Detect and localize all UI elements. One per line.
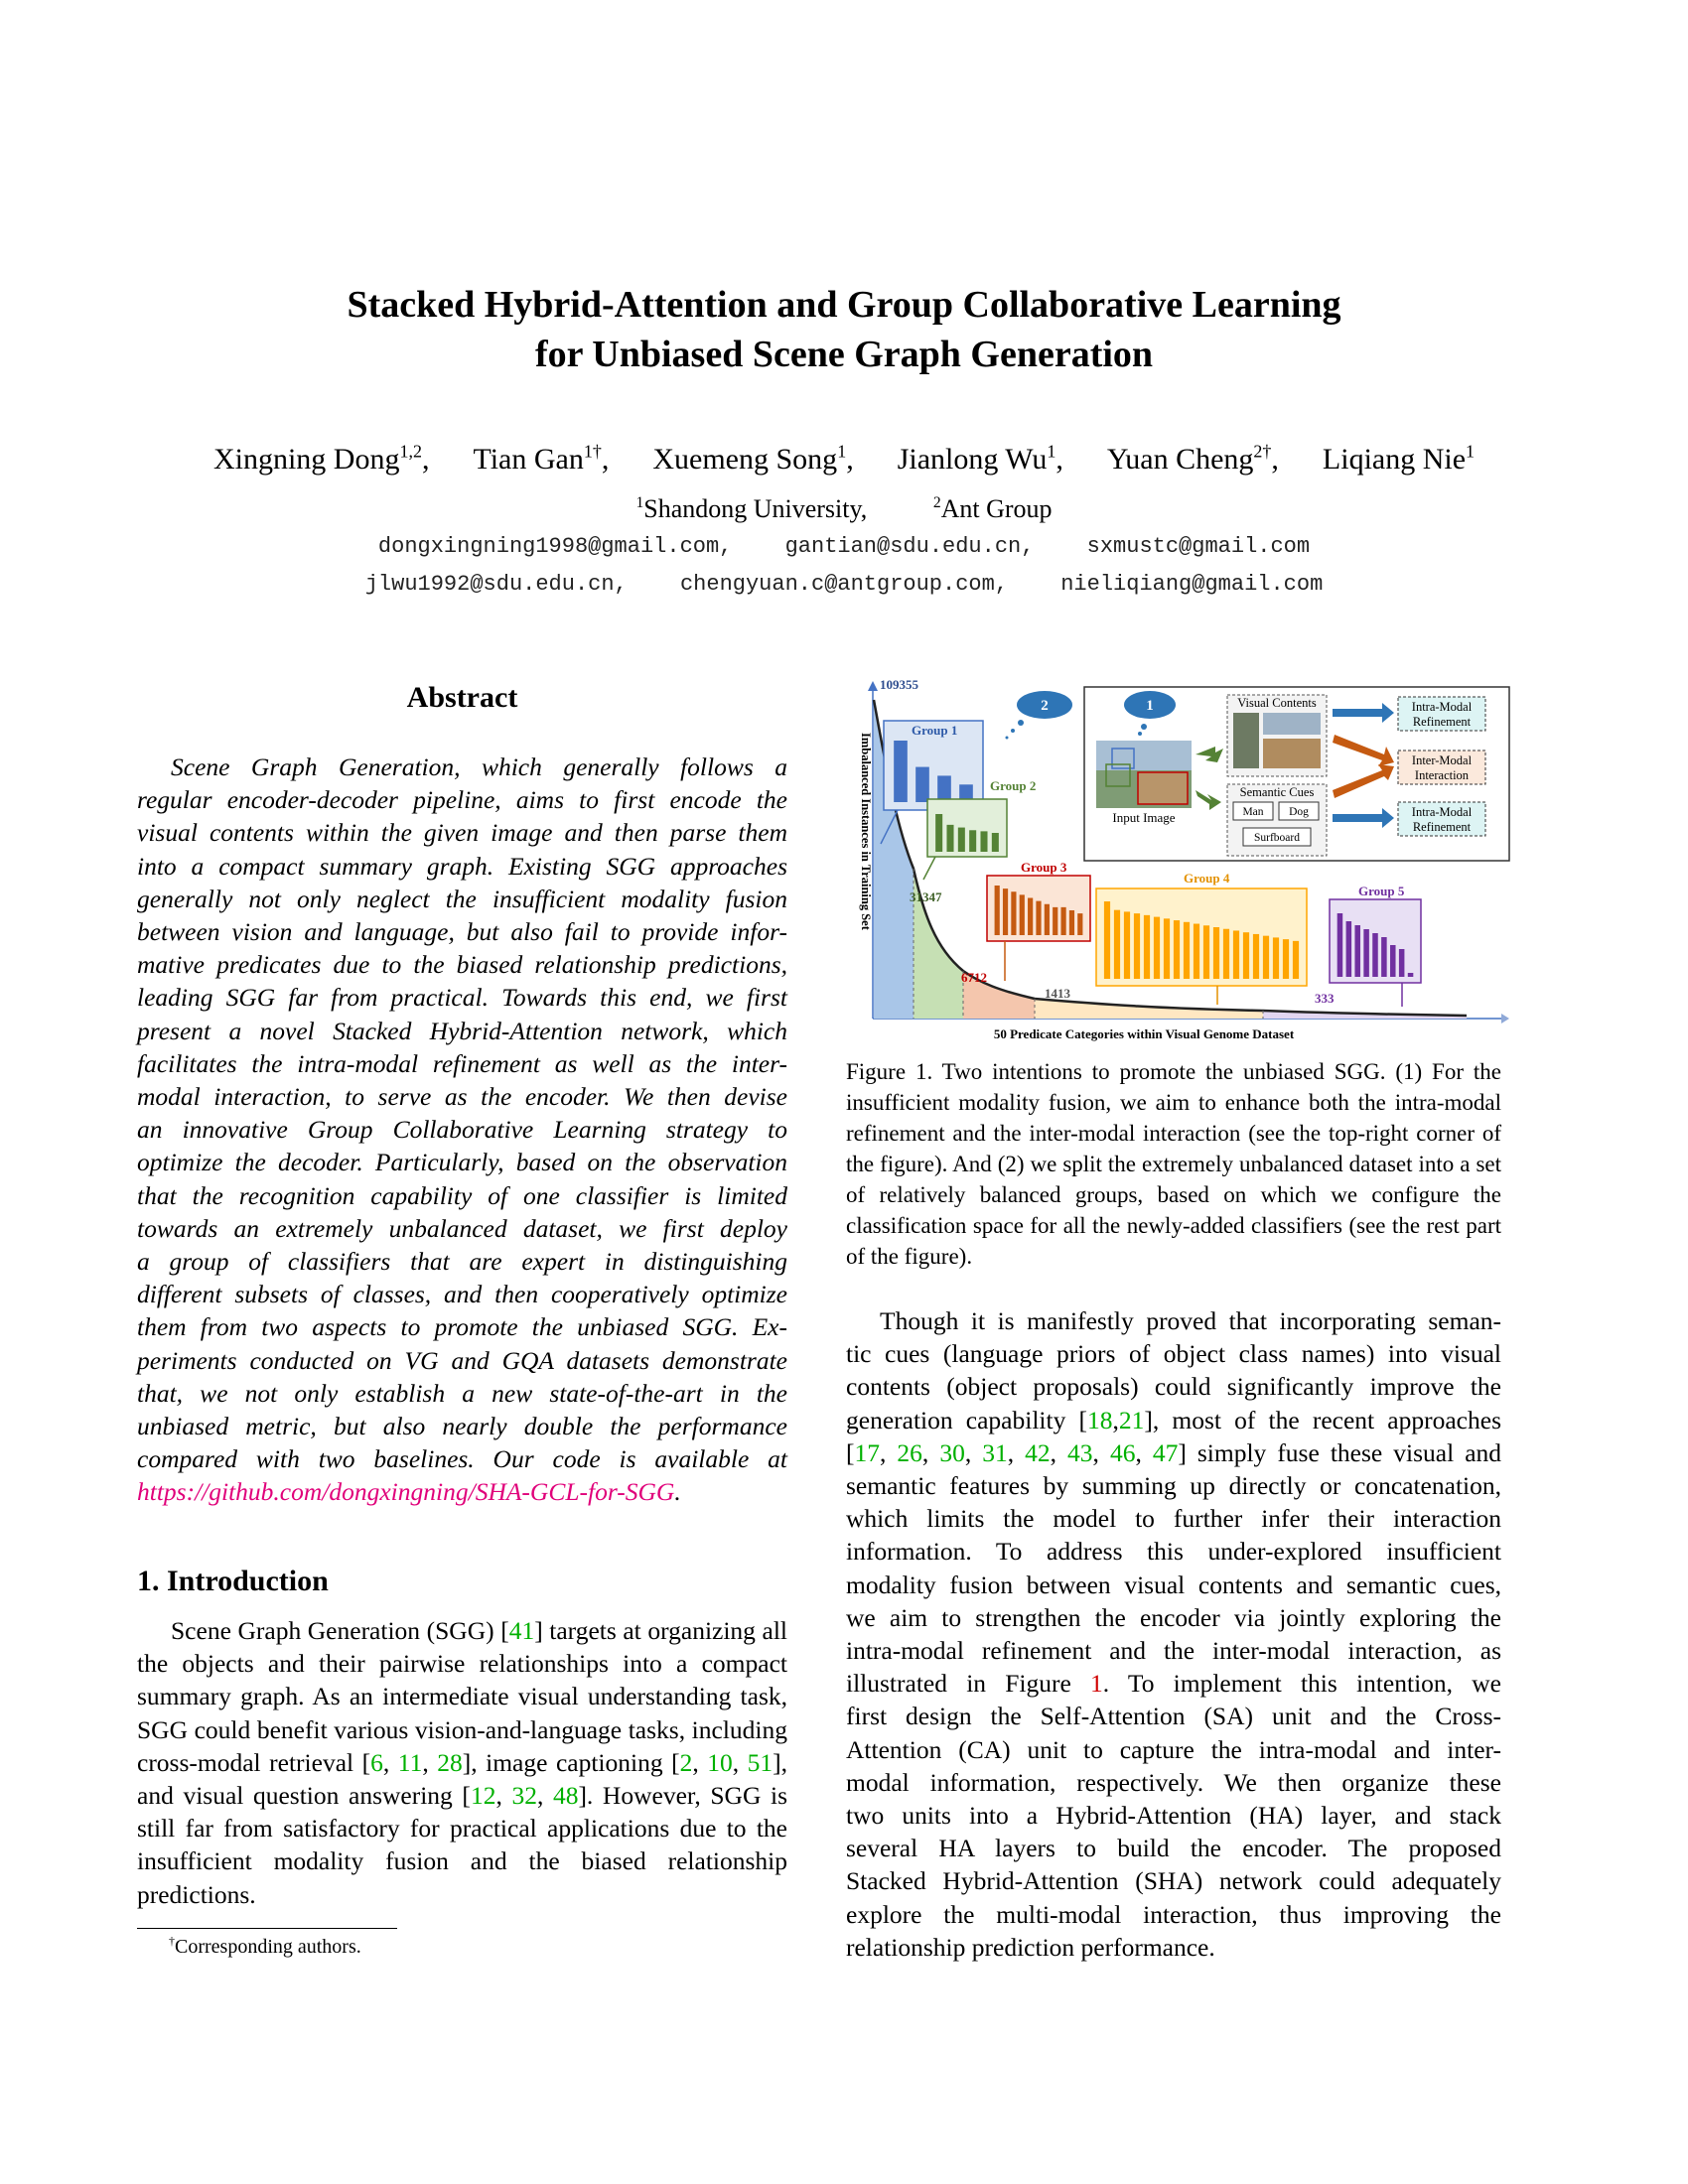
bar: [969, 830, 976, 852]
emails-line-1: [0, 534, 1688, 559]
bar: [1020, 894, 1025, 935]
paragraph-line: we aim to strengthen the encoder via jointly exploring the: [846, 1602, 1501, 1632]
abstract-body: [137, 751, 787, 1509]
citation-link[interactable]: 30: [939, 1437, 965, 1467]
citation-link[interactable]: 31: [982, 1437, 1008, 1467]
bar: [1174, 920, 1180, 979]
crop-person: [1233, 713, 1259, 768]
paragraph-line: tic cues (language priors of object class names) into visual: [846, 1339, 1501, 1369]
email[interactable]: sxmustc@gmail.com: [1086, 534, 1311, 559]
output-label: Interaction: [1414, 768, 1470, 782]
abstract-line: generally not only neglect the insufficient modality fusion: [137, 884, 787, 913]
abstract-line: compared with two baselines. Our code is available at: [137, 1444, 787, 1474]
citation-link[interactable]: 46: [1109, 1437, 1136, 1467]
abstract-heading: Abstract: [406, 681, 518, 714]
bar: [1354, 925, 1360, 977]
intro-heading: 1. Introduction: [137, 1565, 329, 1597]
abstract-line: different subsets of classes, and then cooperatively optimize: [137, 1280, 787, 1309]
paragraph-line: illustrated in Figure 1. To implement this intention, we: [846, 1669, 1501, 1699]
paragraph-line: contents (object proposals) could significantly improve the: [846, 1372, 1501, 1402]
visual-contents-label: Visual Contents: [1237, 696, 1317, 710]
abstract-line: present a novel Stacked Hybrid-Attention network, which: [137, 1016, 787, 1045]
footnote: †Corresponding authors.: [169, 1934, 361, 1958]
output-label: Refinement: [1412, 715, 1472, 729]
bar: [1184, 922, 1190, 979]
abstract-last-line: https://github.com/dongxingning/SHA-GCL-for-SGG.: [137, 1477, 681, 1507]
abstract-line: them from two aspects to promote the unbiased SGG. Ex-: [137, 1312, 787, 1342]
emails-line-2: [0, 572, 1688, 597]
bar: [946, 825, 953, 852]
bar: [958, 828, 965, 852]
boundary-label: 6712: [961, 970, 987, 985]
abstract-line: leading SGG far from practical. Towards this end, we first: [137, 983, 787, 1013]
bar: [1233, 930, 1239, 979]
citation-link[interactable]: 47: [1152, 1437, 1179, 1467]
input-image-label: Input Image: [1112, 810, 1176, 825]
bar: [1263, 936, 1269, 979]
bar: [937, 775, 951, 802]
citation-link[interactable]: 11: [397, 1747, 423, 1777]
bar: [1203, 925, 1209, 979]
bar: [1154, 917, 1160, 979]
boundary-label: 333: [1315, 991, 1335, 1006]
citation-link[interactable]: 32: [511, 1781, 537, 1811]
bar: [980, 831, 987, 852]
bar: [1134, 913, 1140, 979]
bar: [1381, 937, 1387, 977]
bar: [1337, 913, 1343, 977]
citation-link[interactable]: 28: [437, 1747, 463, 1777]
paragraph-line: semantic features by summing up directly or concatenation,: [846, 1471, 1501, 1501]
word-label: Man: [1242, 806, 1264, 818]
bar: [1293, 941, 1299, 979]
citation-link[interactable]: 42: [1025, 1437, 1051, 1467]
bar: [1104, 901, 1110, 979]
boundary-label: 1413: [1045, 986, 1070, 1001]
bar: [1053, 907, 1057, 935]
figure-xlabel: 50 Predicate Categories within Visual Genome Dataset: [993, 1026, 1295, 1041]
citation-link[interactable]: 26: [897, 1437, 922, 1467]
abstract-line: that the recognition capability of one classifier is limited: [137, 1180, 787, 1210]
author: Xuemeng Song$^1$,: [652, 441, 854, 476]
bar: [1124, 911, 1130, 979]
bubble-number: 2: [1041, 698, 1049, 714]
crop-dog: [1263, 739, 1321, 768]
bubble-dot: [1006, 737, 1009, 740]
group-label: Group 5: [1358, 884, 1405, 898]
figure-caption: Figure 1. Two intentions to promote the unbiased SGG. (1) For the insufficient modality fusion, we aim to enhance both the intra-modal refinement and the inter-modal interaction (see the top-right corner of the figure). And (2) we split the extremely unbalanced dataset into a set of relatively balanced groups, based on which we configure the classification space for all the newly-added classifiers (see the rest part of the figure).: [846, 1059, 1501, 1269]
email[interactable]: nieliqiang@gmail.com: [1060, 572, 1324, 597]
abstract-line: visual contents within the given image and then parse them: [137, 818, 787, 848]
paper-title: [0, 280, 1688, 379]
bar: [1164, 918, 1170, 979]
code-link[interactable]: https://github.com/dongxingning/SHA-GCL-for-SGG: [137, 1477, 675, 1507]
abstract-line: an innovative Group Collaborative Learning strategy to: [137, 1115, 787, 1145]
footnote-rule: [137, 1928, 397, 1929]
paragraph-line: [17, 26, 30, 31, 42, 43, 46, 47] simply fuse these visual and: [846, 1437, 1502, 1467]
citation-link[interactable]: 43: [1067, 1437, 1093, 1467]
intro-paragraph: Scene Graph Generation (SGG) [41] targets at organizing all the objects and their pairwise relationships into a compact summary graph. As an intermediate visual understanding task, SGG could benefit various vision-and-language tasks, including cross-modal retrieval [6, 11, 28], image captioning [2, 10, 51], and visual question answering [12, 32, 48]. However, SGG is still far from satisfactory for practical applications due to the insufficient modality fusion and the biased relationship predictions.: [137, 1616, 788, 1909]
group-label: Group 2: [990, 778, 1037, 793]
abstract-line: optimize the decoder. Particularly, based on the observation: [137, 1148, 787, 1177]
bar: [995, 886, 1000, 935]
title-line-1: Stacked Hybrid-Attention and Group Collaborative Learning: [347, 284, 1341, 326]
bar: [1213, 927, 1219, 979]
bar: [1069, 910, 1074, 935]
author: Liqiang Nie$^1$: [1322, 441, 1476, 476]
bubble-dot: [1138, 732, 1142, 736]
bar: [915, 767, 929, 802]
x-axis-arrow-icon: [1501, 1014, 1509, 1024]
bar: [1194, 924, 1199, 979]
author: Yuan Cheng$^{2\dagger}$,: [1106, 441, 1279, 476]
bar: [935, 814, 942, 852]
paragraph-line: Attention (CA) unit to capture the intra-modal and inter-: [846, 1734, 1501, 1764]
abstract-line: unbiased metric, but also nearly double the performance: [137, 1412, 787, 1441]
output-label: Refinement: [1412, 820, 1472, 834]
group-label: Group 4: [1184, 871, 1230, 886]
paragraph-line: relationship prediction performance.: [846, 1932, 1215, 1962]
paragraph-line: modality fusion between visual contents and semantic cues,: [846, 1570, 1501, 1599]
paragraph-line: information. To address this under-explored insufficient: [846, 1537, 1501, 1567]
bar: [1223, 929, 1229, 979]
citation-link[interactable]: 18: [1086, 1405, 1113, 1434]
citation-link[interactable]: 41: [508, 1616, 535, 1645]
bar: [1243, 932, 1249, 979]
citation-link[interactable]: 48: [552, 1781, 579, 1811]
bar: [1060, 907, 1065, 935]
affiliation-2: $^2$Ant Group: [932, 493, 1053, 523]
citation-link[interactable]: 12: [470, 1781, 496, 1811]
bar: [1408, 973, 1414, 977]
abstract-line: mative predicates due to the biased relationship predictions,: [137, 950, 787, 980]
paragraph-line: Stacked Hybrid-Attention (SHA) network could adequately: [846, 1866, 1501, 1896]
citation-link[interactable]: 6: [370, 1747, 383, 1777]
y-axis-arrow-icon: [868, 681, 878, 691]
bar: [1399, 949, 1405, 977]
abstract-line: modal interaction, to serve as the encoder. We then devise: [137, 1082, 787, 1112]
word-label: Surfboard: [1254, 832, 1300, 844]
abstract-line: regular encoder-decoder pipeline, aims to first encode the: [137, 785, 787, 815]
paragraph-line: Though it is manifestly proved that incorporating seman-: [880, 1306, 1501, 1335]
paragraph-line: which limits the model to further infer their interaction: [846, 1504, 1501, 1534]
boundary-label: 31347: [910, 889, 942, 904]
email[interactable]: chengyuan.c@antgroup.com,: [679, 572, 1009, 597]
bar: [1390, 945, 1396, 977]
output-label: Inter-Modal: [1411, 753, 1473, 767]
email[interactable]: gantian@sdu.edu.cn,: [784, 534, 1035, 559]
output-label: Intra-Modal: [1411, 805, 1473, 819]
crop-surfboard: [1263, 713, 1321, 735]
bubble-number: 1: [1146, 698, 1154, 714]
bubble-dot: [1011, 729, 1015, 733]
right-paragraph: [846, 1304, 1501, 1964]
bubble-dot: [1018, 720, 1024, 726]
paragraph-line: first design the Self-Attention (SA) unit and the Cross-: [846, 1702, 1501, 1731]
bbox-icon: [1138, 772, 1188, 804]
bar: [1273, 937, 1279, 979]
abstract-line: between vision and language, but also fail to provide infor-: [137, 917, 787, 947]
bar: [1028, 898, 1033, 936]
abstract-line: periments conducted on VG and GQA datasets demonstrate: [137, 1345, 787, 1375]
paragraph-line: several HA layers to build the encoder. The proposed: [846, 1834, 1501, 1863]
group-label: Group 1: [912, 723, 958, 738]
abstract-line: facilitates the intra-modal refinement as well as the inter-: [137, 1048, 787, 1078]
bar: [1346, 921, 1352, 977]
email[interactable]: jlwu1992@sdu.edu.cn,: [364, 572, 628, 597]
bar: [1363, 929, 1369, 977]
bar: [1036, 901, 1041, 935]
paragraph-line: generation capability [18,21], most of the recent approaches: [846, 1405, 1501, 1434]
bar: [1372, 933, 1378, 977]
author: Xingning Dong$^{1,2}$,: [212, 441, 430, 476]
citation-link[interactable]: 2: [679, 1747, 693, 1777]
citation-link[interactable]: 51: [747, 1747, 774, 1777]
figure-ylabel: Imbalanced Instances in Training Set: [859, 733, 873, 930]
affiliations: [0, 494, 1688, 524]
citation-link[interactable]: 17: [854, 1437, 880, 1467]
paragraph-line: explore the multi-modal interaction, thus improving the: [846, 1899, 1501, 1929]
bar: [1077, 913, 1082, 935]
affiliation-1: $^1$Shandong University,: [635, 493, 868, 523]
abstract-line: into a compact summary graph. Existing SGG approaches: [137, 851, 787, 881]
input-image-sky: [1096, 741, 1192, 770]
bar: [1114, 910, 1120, 979]
group-label: Group 3: [1021, 860, 1067, 875]
paragraph-line: intra-modal refinement and the inter-modal interaction, as: [846, 1636, 1501, 1666]
semantic-cues-label: Semantic Cues: [1239, 785, 1315, 799]
pointer-line: [923, 857, 935, 880]
paragraph-line: modal information, respectively. We then organize these: [846, 1767, 1501, 1797]
citation-link[interactable]: 21: [1118, 1405, 1145, 1434]
author: Tian Gan$^{1\dagger}$,: [473, 441, 610, 476]
bar: [1283, 939, 1289, 979]
title-line-2: for Unbiased Scene Graph Generation: [534, 334, 1154, 375]
bar: [1011, 891, 1016, 935]
bar: [1045, 904, 1050, 935]
abstract-line: Scene Graph Generation, which generally follows a: [171, 752, 787, 781]
author-list: [0, 443, 1688, 477]
bar: [992, 833, 999, 852]
citation-link[interactable]: 10: [707, 1747, 733, 1777]
figure-ref-link[interactable]: 1: [1090, 1669, 1103, 1699]
author: Jianlong Wu$^1$,: [897, 441, 1063, 476]
peak-label: 109355: [880, 677, 918, 692]
bar: [1144, 915, 1150, 979]
bar: [1253, 934, 1259, 979]
abstract-line: a group of classifiers that are expert in distinguishing: [137, 1247, 787, 1277]
abstract-line: that, we not only establish a new state-of-the-art in the: [137, 1378, 787, 1408]
email[interactable]: dongxingning1998@gmail.com,: [377, 534, 733, 559]
bubble-dot: [1141, 724, 1147, 730]
paragraph-line: two units into a Hybrid-Attention (HA) layer, and stack: [846, 1801, 1501, 1831]
word-label: Dog: [1289, 806, 1309, 818]
output-label: Intra-Modal: [1411, 700, 1473, 714]
abstract-line: towards an extremely unbalanced dataset, we first deploy: [137, 1213, 787, 1243]
bar: [1003, 888, 1008, 935]
figure-1: [846, 675, 1511, 1052]
bar: [894, 741, 908, 802]
